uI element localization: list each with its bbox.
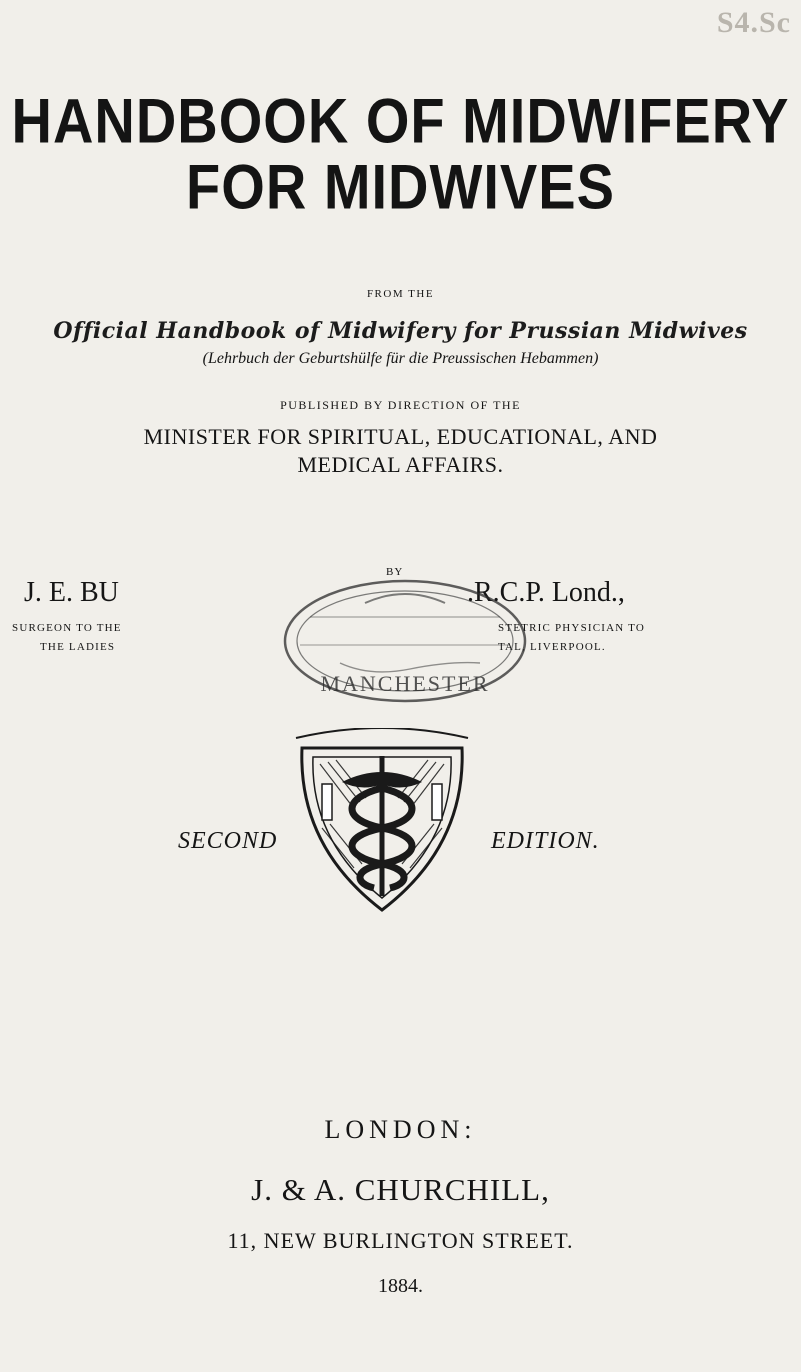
author-right-role-2: TAL, LIVERPOOL. — [498, 641, 606, 653]
by-label: BY — [386, 566, 404, 578]
author-right-role-1: STETRIC PHYSICIAN TO — [498, 622, 646, 634]
minister-line-1: MINISTER FOR SPIRITUAL, EDUCATIONAL, AND — [143, 424, 658, 449]
published-by: PUBLISHED BY DIRECTION OF THE — [280, 398, 521, 412]
publication-year: 1884. — [378, 1275, 423, 1297]
caduceus-emblem-icon — [282, 728, 482, 918]
publisher-city: LONDON: — [324, 1115, 477, 1144]
publisher-name: J. & A. CHURCHILL, — [251, 1172, 550, 1207]
library-stamp-icon — [270, 573, 540, 723]
author-left-role-1: SURGEON TO THE — [12, 622, 122, 634]
author-right-name: .R.C.P. Lond., — [467, 577, 625, 608]
shelf-mark: S4.Sc — [716, 6, 791, 39]
title-line-2: FOR MIDWIVES — [186, 151, 615, 222]
stamp-text: MANCHESTER — [320, 671, 490, 696]
from-label: FROM THE — [366, 288, 435, 300]
title-line-1: HANDBOOK OF MIDWIFERY — [11, 85, 790, 156]
author-left-name: J. E. BU — [24, 577, 119, 608]
minister-line-2: MEDICAL AFFAIRS. — [297, 452, 504, 477]
edition-left: SECOND — [178, 828, 278, 854]
edition-right: EDITION. — [491, 828, 600, 854]
official-title: Official Handbook of Midwifery for Prussian Midwives — [53, 318, 748, 344]
german-title: (Lehrbuch der Geburtshülfe für die Preussischen Hebammen) — [202, 350, 599, 367]
author-left-role-2: THE LADIES — [40, 641, 116, 653]
publisher-address: 11, NEW BURLINGTON STREET. — [227, 1228, 574, 1253]
